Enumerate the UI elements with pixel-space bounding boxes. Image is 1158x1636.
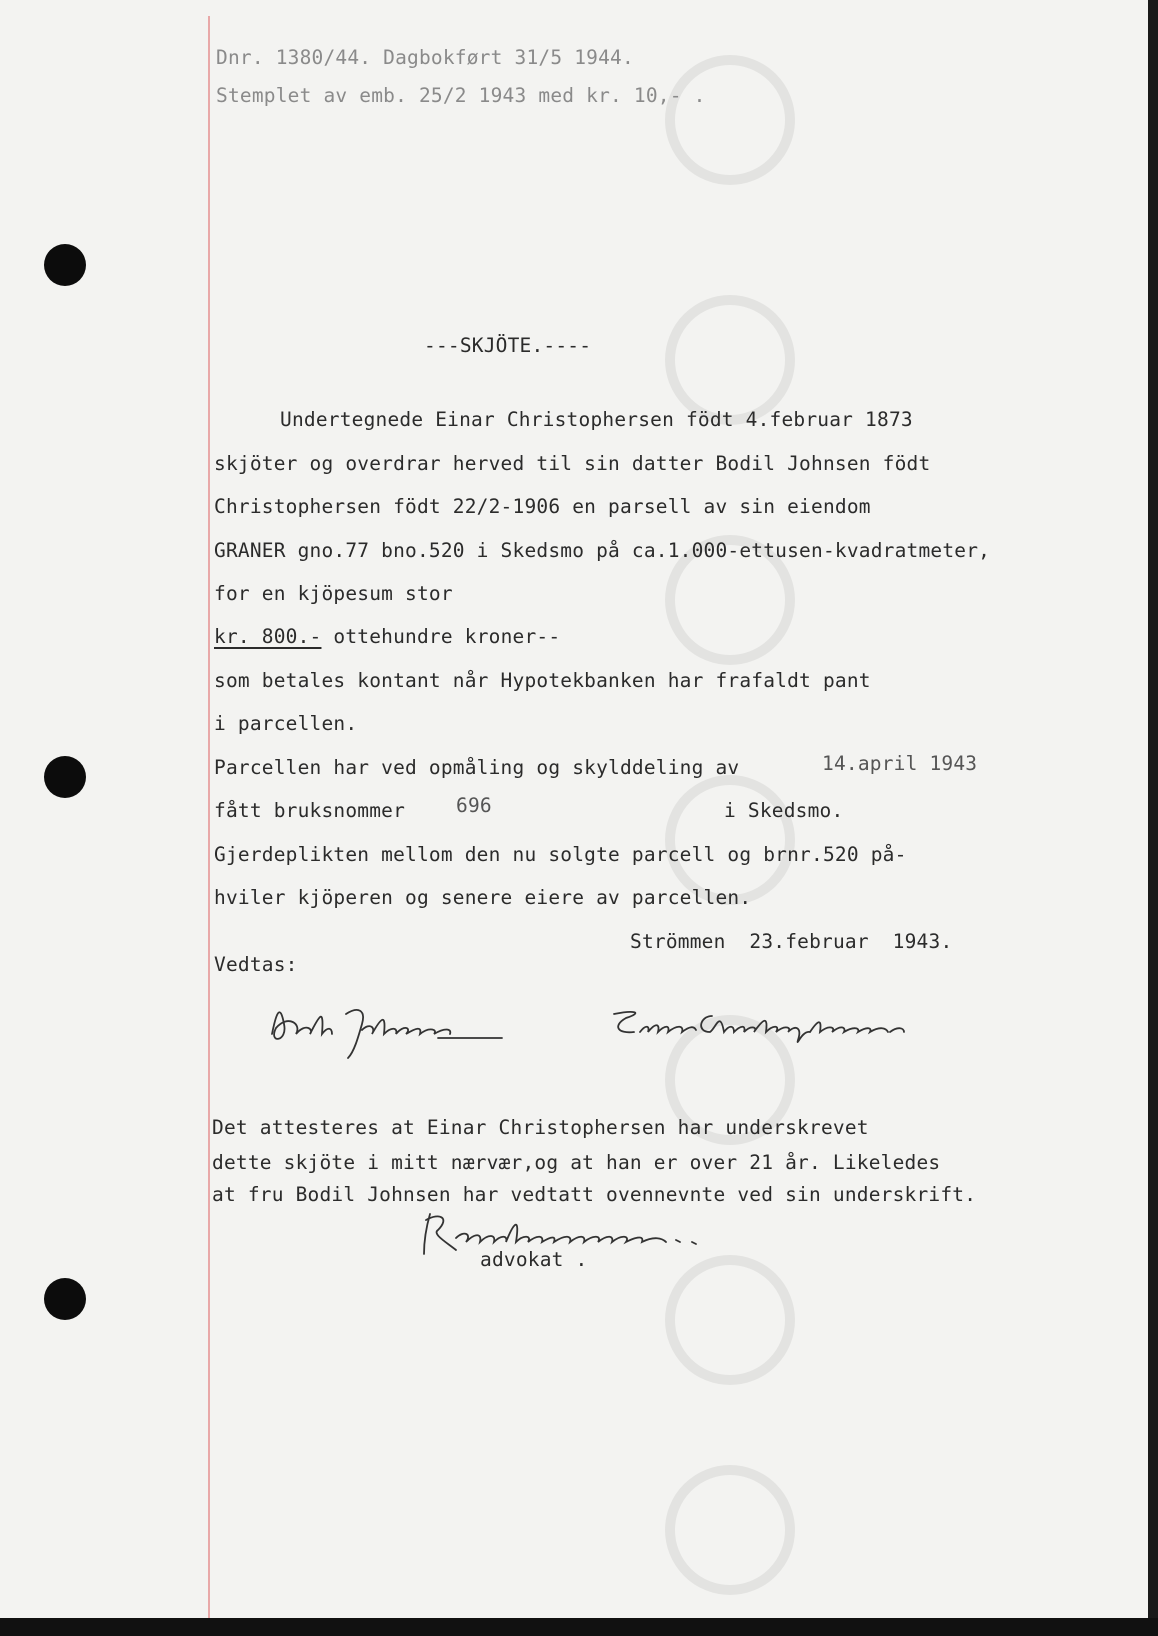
punch-hole-bottom xyxy=(44,1278,86,1320)
place-and-date: Strömmen 23.februar 1943. xyxy=(630,930,953,953)
body-line-2: skjöter og overdrar herved til sin datter Bodil Johnsen födt xyxy=(214,452,931,475)
survey-date-inserted: 14.april 1943 xyxy=(822,752,978,775)
signature-bodil-johnsen xyxy=(262,994,542,1064)
body-line-12: hviler kjöperen og senere eiere av parcellen. xyxy=(214,886,752,909)
body-line-9: Parcellen har ved opmåling og skylddeling av xyxy=(214,756,740,779)
attest-line-2: dette skjöte i mitt nærvær,og at han er over 21 år. Likeledes xyxy=(212,1151,941,1174)
registry-line: Dnr. 1380/44. Dagbokført 31/5 1944. xyxy=(216,46,634,69)
body-line-5: for en kjöpesum stor xyxy=(214,582,453,605)
signature-einar-christophersen xyxy=(604,1000,964,1056)
body-line-4: GRANER gno.77 bno.520 i Skedsmo på ca.1.000-ettusen-kvadratmeter, xyxy=(214,539,991,562)
municipality-text: i Skedsmo. xyxy=(724,799,844,822)
vedtas-label: Vedtas: xyxy=(214,953,298,976)
document-title: ---SKJÖTE.---- xyxy=(424,334,592,357)
body-line-8: i parcellen. xyxy=(214,712,358,735)
body-line-1: Undertegnede Einar Christophersen födt 4.februar 1873 xyxy=(280,408,913,431)
attest-line-1: Det attesteres at Einar Christophersen har underskrevet xyxy=(212,1116,869,1139)
body-line-6 xyxy=(214,627,560,647)
body-line-10: fått bruksnommer xyxy=(214,799,406,822)
scan-border xyxy=(0,1618,1158,1636)
body-line-7: som betales kontant når Hypotekbanken har frafaldt pant xyxy=(214,669,871,692)
punch-hole-middle xyxy=(44,756,86,798)
punch-hole-top xyxy=(44,244,86,286)
attest-line-3: at fru Bodil Johnsen har vedtatt ovennevnte ved sin underskrift. xyxy=(212,1183,977,1206)
stamp-line: Stemplet av emb. 25/2 1943 med kr. 10,- . xyxy=(216,84,706,107)
advokat-label: advokat . xyxy=(480,1248,588,1271)
body-line-11: Gjerdeplikten mellom den nu solgte parcell og brnr.520 på- xyxy=(214,843,907,866)
lot-number-inserted: 696 xyxy=(456,794,492,817)
price-words: ottehundre kroner-- xyxy=(321,625,561,648)
price-amount: kr. 800.- xyxy=(214,625,322,648)
body-line-3: Christophersen födt 22/2-1906 en parsell av sin eiendom xyxy=(214,495,871,518)
margin-rule xyxy=(208,16,210,1618)
